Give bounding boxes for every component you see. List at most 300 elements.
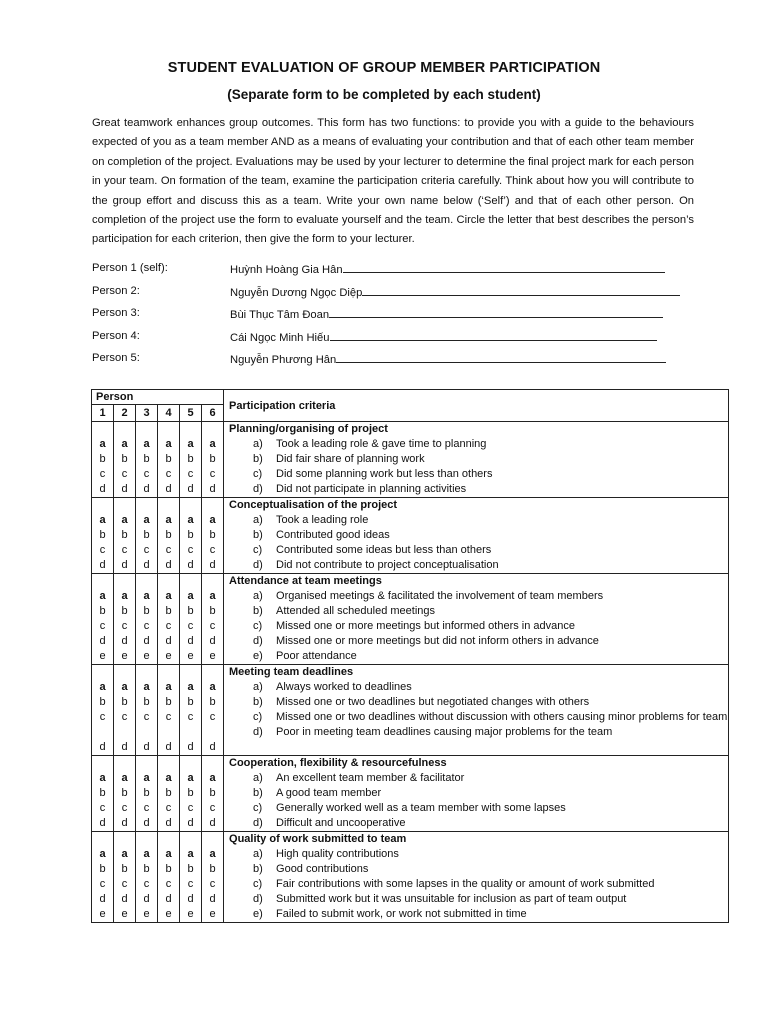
option-text: Difficult and uncooperative — [276, 817, 406, 829]
option-key: a) — [253, 848, 263, 860]
rating-option-letter[interactable]: a — [143, 681, 150, 693]
criterion-option — [229, 589, 728, 604]
rating-option-letter[interactable]: d — [99, 817, 106, 829]
option-text: Missed one or two deadlines without discussion with others causing minor problems for team — [276, 711, 728, 723]
rating-column-person-4 — [158, 574, 180, 665]
rating-option-letter[interactable]: b — [143, 605, 150, 617]
person-row — [92, 307, 712, 330]
rating-option-letter[interactable]: b — [143, 696, 150, 708]
criterion-description — [224, 832, 729, 923]
option-text: Did not contribute to project conceptualisation — [276, 559, 499, 571]
criterion-option — [229, 543, 728, 558]
page-subtitle: (Separate form to be completed by each student) — [227, 87, 541, 102]
rating-option-letter[interactable]: c — [143, 544, 150, 556]
person-column-number: 3 — [136, 405, 158, 422]
rating-option-letter[interactable]: e — [143, 908, 150, 920]
rating-option-letter[interactable]: d — [99, 559, 106, 571]
rating-column-person-1 — [92, 574, 114, 665]
person-name-field[interactable] — [230, 262, 665, 276]
rating-option-letter[interactable]: e — [143, 650, 150, 662]
person-name: Nguyễn Phương Hân — [230, 354, 337, 366]
rating-option-letter[interactable]: e — [165, 650, 172, 662]
rating-column-person-5 — [180, 756, 202, 832]
rating-column-person-4 — [158, 665, 180, 756]
rating-option-letter[interactable]: b — [165, 453, 172, 465]
rating-column-person-1 — [92, 422, 114, 498]
person-name-field[interactable] — [230, 285, 680, 299]
rating-option-letter[interactable]: b — [121, 696, 128, 708]
rating-option-letter[interactable]: b — [99, 529, 106, 541]
rating-option-letter[interactable]: b — [143, 787, 150, 799]
option-key: c) — [253, 468, 263, 480]
rating-option-letter[interactable]: a — [165, 514, 172, 526]
rating-option-letter[interactable]: c — [143, 711, 150, 723]
rating-column-person-4 — [158, 832, 180, 923]
option-key: a) — [253, 438, 263, 450]
rating-option-letter[interactable]: b — [143, 529, 150, 541]
criterion-description — [224, 574, 729, 665]
rating-option-letter[interactable]: d — [187, 741, 194, 753]
criterion-option — [229, 816, 728, 831]
option-key: b) — [253, 453, 263, 465]
rating-option-letter[interactable]: c — [187, 544, 194, 556]
criterion-description — [224, 498, 729, 574]
rating-option-letter[interactable]: d — [99, 893, 106, 905]
rating-option-letter[interactable]: a — [121, 848, 128, 860]
option-text: Failed to submit work, or work not submitted in time — [276, 908, 527, 920]
rating-option-letter[interactable]: d — [187, 817, 194, 829]
rating-option-letter[interactable]: a — [99, 772, 106, 784]
rating-option-letter[interactable]: a — [99, 590, 106, 602]
rating-option-letter[interactable]: c — [99, 544, 106, 556]
rating-column-person-5 — [180, 498, 202, 574]
person-label: Person 3: — [92, 307, 140, 319]
rating-option-letter[interactable]: b — [209, 787, 216, 799]
option-key: c) — [253, 802, 263, 814]
rating-option-letter[interactable]: a — [121, 681, 128, 693]
person-row — [92, 262, 712, 285]
rating-option-letter[interactable]: d — [187, 635, 194, 647]
rating-option-letter[interactable]: c — [121, 620, 128, 632]
rating-column-person-1 — [92, 498, 114, 574]
rating-option-letter[interactable]: d — [121, 559, 128, 571]
rating-option-letter[interactable]: d — [143, 817, 150, 829]
person-label: Person 2: — [92, 284, 140, 297]
rating-option-letter[interactable]: e — [187, 650, 194, 662]
rating-option-letter[interactable]: b — [187, 529, 194, 541]
option-text: Organised meetings & facilitated the involvement of team members — [276, 590, 604, 602]
rating-option-letter[interactable]: d — [143, 741, 150, 753]
option-key: a) — [253, 772, 263, 784]
option-text: A good team member — [276, 787, 382, 799]
criterion-option — [229, 528, 728, 543]
criterion-option — [229, 695, 728, 710]
rating-option-letter[interactable]: d — [209, 893, 216, 905]
rating-option-letter[interactable]: a — [209, 681, 216, 693]
rating-option-letter[interactable]: c — [121, 544, 128, 556]
rating-option-letter[interactable]: c — [99, 802, 106, 814]
rating-column-person-2 — [114, 756, 136, 832]
criterion-section — [92, 574, 729, 665]
option-key: c) — [253, 878, 263, 890]
person-name-field[interactable] — [230, 352, 666, 366]
name-underline — [343, 262, 665, 273]
rating-option-letter[interactable]: a — [209, 772, 216, 784]
rating-option-letter[interactable]: a — [209, 590, 216, 602]
rating-option-letter[interactable]: b — [165, 605, 172, 617]
rating-option-letter[interactable]: a — [187, 681, 194, 693]
person-label: Person 4: — [92, 329, 140, 342]
rating-option-letter[interactable]: b — [143, 453, 150, 465]
person-label: Person 5: — [92, 352, 140, 364]
rating-option-letter[interactable]: a — [143, 438, 150, 450]
rating-option-letter[interactable]: b — [121, 787, 128, 799]
rating-option-letter[interactable]: c — [165, 468, 172, 480]
rating-option-letter[interactable]: d — [187, 559, 194, 571]
rating-option-letter[interactable]: a — [121, 514, 128, 526]
option-text: Submitted work but it was unsuitable for inclusion as part of team output — [276, 893, 627, 905]
option-key: b) — [253, 605, 263, 617]
person-column-number: 1 — [92, 405, 114, 422]
criterion-option — [229, 482, 728, 497]
rating-option-letter[interactable]: c — [99, 620, 106, 632]
rating-option-letter[interactable]: b — [187, 787, 194, 799]
person-name: Cái Ngọc Minh Hiếu — [230, 331, 330, 344]
rating-option-letter[interactable]: d — [121, 817, 128, 829]
rating-option-letter[interactable]: c — [121, 468, 128, 480]
criterion-description — [224, 665, 729, 756]
rating-option-letter[interactable]: d — [165, 893, 172, 905]
rating-option-letter[interactable]: c — [209, 544, 216, 556]
rating-option-letter[interactable]: c — [99, 468, 106, 480]
option-key: d) — [253, 893, 263, 905]
rating-option-letter[interactable]: c — [187, 468, 194, 480]
option-key: d) — [253, 483, 263, 495]
rating-option-letter[interactable]: b — [121, 453, 128, 465]
rating-option-letter[interactable]: b — [187, 453, 194, 465]
rating-option-letter[interactable]: b — [187, 605, 194, 617]
rating-option-letter[interactable]: a — [209, 514, 216, 526]
rating-option-letter[interactable]: d — [209, 817, 216, 829]
rating-option-letter[interactable]: c — [143, 620, 150, 632]
rating-option-letter[interactable]: a — [165, 681, 172, 693]
option-key: b) — [253, 787, 263, 799]
option-key: a) — [253, 514, 263, 526]
criterion-title: Cooperation, flexibility & resourcefulness — [229, 757, 447, 769]
criterion-description — [224, 422, 729, 498]
person-name-field[interactable] — [230, 307, 663, 321]
option-text: Fair contributions with some lapses in the quality or amount of work submitted — [276, 878, 655, 890]
criterion-option — [229, 877, 728, 892]
option-key: d) — [253, 635, 263, 647]
rating-column-person-3 — [136, 498, 158, 574]
option-text: Did some planning work but less than others — [276, 468, 493, 480]
person-name-field[interactable] — [230, 330, 657, 344]
rating-option-letter[interactable]: a — [99, 514, 106, 526]
rating-option-letter[interactable]: b — [209, 863, 216, 875]
rating-column-person-6 — [202, 498, 224, 574]
option-key: e) — [253, 650, 263, 662]
rating-option-letter[interactable]: b — [209, 605, 216, 617]
rating-option-letter[interactable]: d — [165, 817, 172, 829]
rating-option-letter[interactable]: a — [143, 772, 150, 784]
criterion-section — [92, 498, 729, 574]
option-key: e) — [253, 908, 263, 920]
criterion-option — [229, 452, 728, 467]
rating-option-letter[interactable]: b — [99, 863, 106, 875]
rating-option-letter[interactable]: a — [187, 848, 194, 860]
rating-option-letter[interactable]: a — [143, 848, 150, 860]
person-name: Huỳnh Hoàng Gia Hân — [230, 264, 343, 276]
option-key: c) — [253, 544, 263, 556]
option-text: Poor attendance — [276, 650, 357, 662]
criterion-description — [224, 756, 729, 832]
criterion-section — [92, 665, 729, 756]
rating-option-letter[interactable]: a — [99, 681, 106, 693]
rating-option-letter[interactable]: d — [209, 741, 216, 753]
rating-column-person-4 — [158, 422, 180, 498]
rating-option-letter[interactable]: c — [143, 802, 150, 814]
rating-column-person-2 — [114, 574, 136, 665]
rating-option-letter[interactable]: c — [165, 802, 172, 814]
rating-option-letter[interactable]: a — [187, 772, 194, 784]
rating-option-letter[interactable]: e — [209, 908, 216, 920]
rating-option-letter[interactable]: c — [121, 802, 128, 814]
rating-option-letter[interactable]: a — [165, 848, 172, 860]
rating-option-letter[interactable]: b — [209, 696, 216, 708]
rating-option-letter[interactable]: b — [165, 863, 172, 875]
rating-option-letter[interactable]: c — [165, 620, 172, 632]
name-underline — [362, 285, 680, 296]
criterion-option — [229, 892, 728, 907]
rating-option-letter[interactable]: c — [209, 878, 216, 890]
option-text: Missed one or more meetings but informed others in advance — [276, 620, 576, 632]
rating-option-letter[interactable]: e — [121, 650, 128, 662]
rating-option-letter[interactable]: b — [165, 696, 172, 708]
criterion-option — [229, 649, 728, 664]
rating-option-letter[interactable]: c — [209, 468, 216, 480]
rating-option-letter[interactable]: b — [209, 529, 216, 541]
intro-paragraph: Great teamwork enhances group outcomes. This form has two functions: to provide you with a guide to the behaviours expected of you as a team member AND as a means of evaluating your contribution and that of each other team member on completion of the project. Evaluations may be used by your lecturer to determine the final project mark for each person in your team. On formation of the team, examine the participation criteria carefully. Think about how you will contribute to the group effort and discuss this as a team. Write your own name below (‘Self’) and that of each other person. On completion of the project use the form to evaluate yourself and the team. Circle the letter that best describes the person’s participation for each criterion, then give the form to your lecturer. — [92, 117, 694, 246]
rating-option-letter[interactable]: a — [99, 438, 106, 450]
rating-option-letter[interactable]: a — [209, 438, 216, 450]
rating-option-letter[interactable]: b — [187, 696, 194, 708]
rating-column-person-1 — [92, 832, 114, 923]
rating-option-letter[interactable]: e — [209, 650, 216, 662]
rating-option-letter[interactable]: a — [165, 772, 172, 784]
page-title: STUDENT EVALUATION OF GROUP MEMBER PARTICIPATION — [167, 60, 601, 76]
option-text: Took a leading role — [276, 514, 369, 526]
rating-option-letter[interactable]: c — [99, 878, 106, 890]
rating-option-letter[interactable]: d — [187, 483, 194, 495]
rating-option-letter[interactable]: c — [209, 620, 216, 632]
criterion-option — [229, 558, 728, 573]
person-row — [92, 330, 712, 353]
rating-option-letter[interactable]: a — [165, 590, 172, 602]
option-text: Always worked to deadlines — [276, 681, 412, 693]
rating-column-person-3 — [136, 832, 158, 923]
criterion-option — [229, 862, 728, 877]
rating-column-person-6 — [202, 665, 224, 756]
criterion-option — [229, 771, 728, 786]
rating-option-letter[interactable]: a — [143, 514, 150, 526]
rating-column-person-4 — [158, 756, 180, 832]
rating-option-letter[interactable]: c — [187, 711, 194, 723]
rating-option-letter[interactable]: b — [99, 605, 106, 617]
person-row — [92, 352, 712, 375]
option-key: a) — [253, 681, 263, 693]
rating-option-letter[interactable]: d — [121, 635, 128, 647]
rating-column-person-3 — [136, 756, 158, 832]
rating-option-letter[interactable]: d — [165, 635, 172, 647]
rating-option-letter[interactable]: b — [165, 529, 172, 541]
rating-option-letter[interactable]: d — [143, 559, 150, 571]
rating-option-letter[interactable]: a — [187, 590, 194, 602]
rating-option-letter[interactable]: d — [99, 483, 106, 495]
rating-option-letter[interactable]: d — [209, 483, 216, 495]
option-text: High quality contributions — [276, 848, 399, 860]
rating-option-letter[interactable]: d — [165, 559, 172, 571]
rating-option-letter[interactable]: b — [99, 696, 106, 708]
rating-option-letter[interactable]: b — [209, 453, 216, 465]
rating-option-letter[interactable]: a — [143, 590, 150, 602]
rating-option-letter[interactable]: d — [165, 741, 172, 753]
rating-option-letter[interactable]: c — [143, 468, 150, 480]
person-list — [92, 262, 712, 375]
option-key: d) — [253, 726, 263, 738]
rating-option-letter[interactable]: c — [99, 711, 106, 723]
option-key: b) — [253, 863, 263, 875]
option-text: Missed one or two deadlines but negotiated changes with others — [276, 696, 590, 708]
rating-option-letter[interactable]: e — [99, 650, 106, 662]
rating-option-letter[interactable]: d — [209, 559, 216, 571]
person-row — [92, 285, 712, 308]
rating-option-letter[interactable]: d — [187, 893, 194, 905]
rating-option-letter[interactable]: d — [143, 483, 150, 495]
rating-column-person-5 — [180, 574, 202, 665]
rating-column-person-5 — [180, 665, 202, 756]
rating-option-letter[interactable]: e — [121, 908, 128, 920]
option-text: Generally worked well as a team member with some lapses — [276, 802, 566, 814]
criterion-title: Quality of work submitted to team — [229, 833, 407, 845]
rating-column-person-2 — [114, 422, 136, 498]
rating-column-person-4 — [158, 498, 180, 574]
rating-option-letter[interactable]: a — [99, 848, 106, 860]
name-underline — [336, 352, 666, 363]
person-column-number: 2 — [114, 405, 136, 422]
rating-option-letter[interactable]: b — [143, 863, 150, 875]
rating-option-letter[interactable]: a — [121, 772, 128, 784]
rating-option-letter[interactable]: a — [209, 848, 216, 860]
rating-option-letter[interactable]: c — [187, 620, 194, 632]
rating-column-person-3 — [136, 665, 158, 756]
option-key: c) — [253, 711, 263, 723]
rating-option-letter[interactable]: c — [209, 711, 216, 723]
criterion-option — [229, 907, 728, 922]
option-text: Did not participate in planning activities — [276, 483, 467, 495]
rating-option-letter[interactable]: c — [121, 878, 128, 890]
person-column-number: 4 — [158, 405, 180, 422]
rating-column-person-1 — [92, 665, 114, 756]
option-text: Contributed good ideas — [276, 529, 390, 541]
criteria-header: Participation criteria — [224, 390, 729, 422]
rating-option-letter[interactable]: c — [187, 802, 194, 814]
rating-option-letter[interactable]: a — [121, 438, 128, 450]
rating-option-letter[interactable]: c — [187, 878, 194, 890]
rating-option-letter[interactable]: d — [99, 741, 106, 753]
rating-option-letter[interactable]: c — [121, 711, 128, 723]
rating-option-letter[interactable]: b — [121, 529, 128, 541]
rating-column-person-5 — [180, 422, 202, 498]
option-key: b) — [253, 696, 263, 708]
option-text: Missed one or more meetings but did not inform others in advance — [276, 635, 599, 647]
rating-option-letter[interactable]: d — [121, 483, 128, 495]
option-text: An excellent team member & facilitator — [276, 772, 465, 784]
rating-option-letter[interactable]: b — [121, 605, 128, 617]
criterion-option — [229, 786, 728, 801]
person-name: Bùi Thục Tâm Đoan — [230, 309, 330, 321]
rating-option-letter[interactable]: c — [209, 802, 216, 814]
rating-option-letter[interactable]: a — [165, 438, 172, 450]
rating-option-letter[interactable]: d — [143, 635, 150, 647]
participation-criteria-table — [91, 389, 729, 923]
person-label: Person 1 (self): — [92, 262, 168, 274]
criterion-section — [92, 832, 729, 923]
rating-column-person-6 — [202, 756, 224, 832]
rating-column-person-3 — [136, 422, 158, 498]
option-text: Took a leading role & gave time to planning — [276, 438, 487, 450]
rating-option-letter[interactable]: d — [143, 893, 150, 905]
rating-column-person-2 — [114, 665, 136, 756]
criterion-title: Attendance at team meetings — [229, 575, 382, 587]
criterion-option — [229, 680, 728, 695]
rating-option-letter[interactable]: e — [99, 908, 106, 920]
rating-option-letter[interactable]: c — [143, 878, 150, 890]
rating-option-letter[interactable]: d — [165, 483, 172, 495]
rating-column-person-1 — [92, 756, 114, 832]
option-key: d) — [253, 559, 263, 571]
rating-option-letter[interactable]: b — [99, 453, 106, 465]
person-column-number: 5 — [180, 405, 202, 422]
name-underline — [330, 330, 657, 341]
option-text: Attended all scheduled meetings — [276, 605, 436, 617]
rating-option-letter[interactable]: e — [187, 908, 194, 920]
rating-option-letter[interactable]: a — [187, 514, 194, 526]
rating-option-letter[interactable]: b — [187, 863, 194, 875]
criterion-title: Conceptualisation of the project — [229, 499, 398, 511]
criterion-section — [92, 756, 729, 832]
rating-column-person-2 — [114, 832, 136, 923]
rating-option-letter[interactable]: e — [165, 908, 172, 920]
rating-option-letter[interactable]: b — [121, 863, 128, 875]
option-key: c) — [253, 620, 263, 632]
rating-option-letter[interactable]: b — [99, 787, 106, 799]
name-underline — [329, 307, 663, 318]
rating-option-letter[interactable]: c — [165, 544, 172, 556]
rating-option-letter[interactable]: d — [209, 635, 216, 647]
option-text: Did fair share of planning work — [276, 453, 425, 465]
rating-option-letter[interactable]: d — [121, 893, 128, 905]
rating-option-letter[interactable]: a — [121, 590, 128, 602]
rating-option-letter[interactable]: d — [99, 635, 106, 647]
rating-option-letter[interactable]: d — [121, 741, 128, 753]
rating-option-letter[interactable]: b — [165, 787, 172, 799]
rating-option-letter[interactable]: a — [187, 438, 194, 450]
rating-column-person-2 — [114, 498, 136, 574]
rating-option-letter[interactable]: c — [165, 711, 172, 723]
option-text: Good contributions — [276, 863, 369, 875]
rating-option-letter[interactable]: c — [165, 878, 172, 890]
